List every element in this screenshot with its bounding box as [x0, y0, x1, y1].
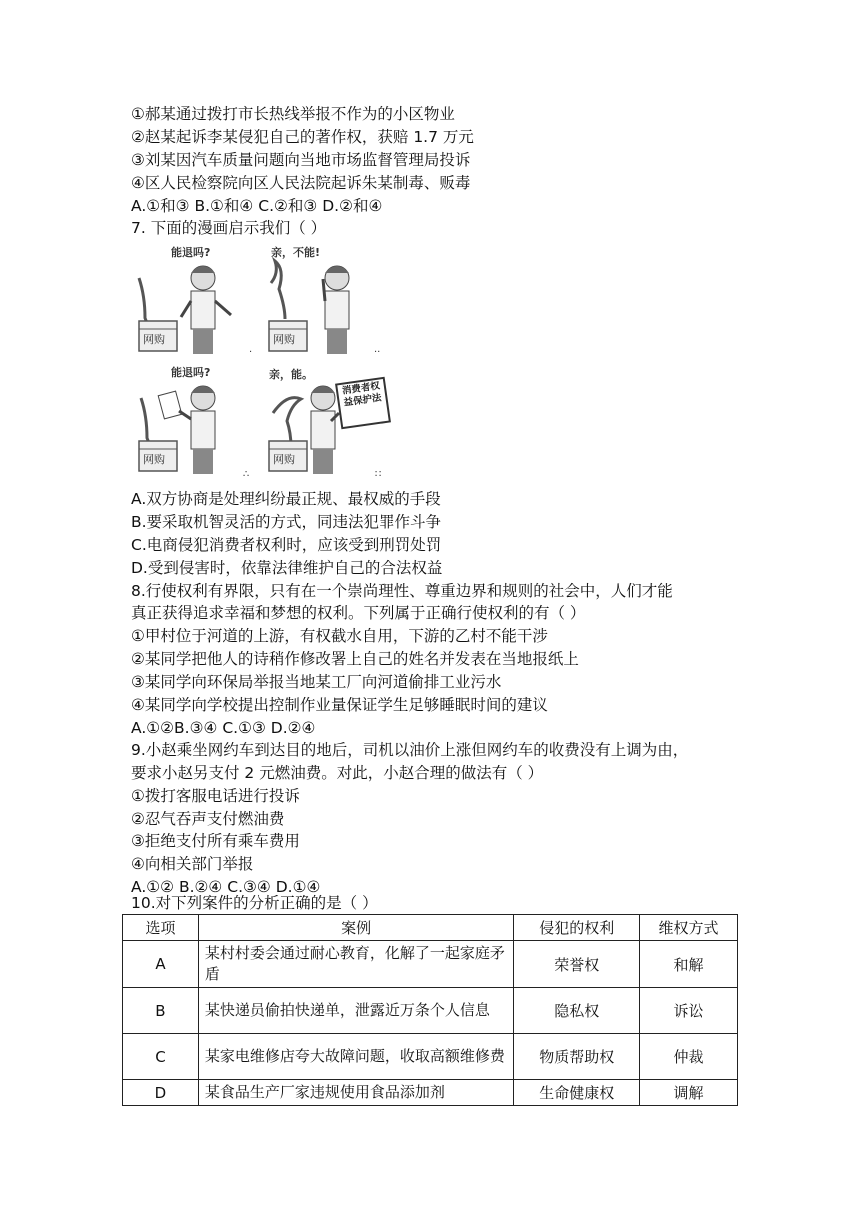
q6-option-3: ③刘某因汽车质量问题向当地市场监督管理局投诉 [131, 151, 471, 169]
cartoon-panel-2 [269, 245, 380, 358]
panel-1-screen-label: 网购 [143, 333, 165, 346]
table-header-row [123, 915, 738, 941]
q8-stem-line-1: 8.行使权利有界限，只有在一个崇尚理性、尊重边界和规则的社会中，人们才能 [131, 582, 673, 600]
row-case: 某快递员偷拍快递单，泄露近万条个人信息 [198, 988, 513, 1034]
panel-4-law-sign: 消费者权益保护法 [341, 380, 383, 409]
row-right: 荣誉权 [514, 941, 640, 988]
row-right: 物质帮助权 [514, 1034, 640, 1080]
q9-answers: A.①② B.②④ C.③④ D.①④ [131, 878, 321, 896]
q7-option-c: C.电商侵犯消费者权利时，应该受到刑罚处罚 [131, 536, 442, 554]
row-case: 某食品生产厂家违规使用食品添加剂 [198, 1080, 513, 1106]
panel-4-marker: ∷ [375, 469, 382, 480]
row-option: B [123, 988, 199, 1034]
table-row [123, 941, 738, 988]
row-method: 和解 [640, 941, 738, 988]
row-right: 隐私权 [514, 988, 640, 1034]
q8-option-1: ①甲村位于河道的上游，有权截水自用，下游的乙村不能干涉 [131, 627, 548, 645]
q7-option-a: A.双方协商是处理纠纷最正规、最权威的手段 [131, 490, 441, 508]
q8-option-4: ④某同学向学校提出控制作业量保证学生足够睡眠时间的建议 [131, 696, 548, 714]
q6-answers: A.①和③ B.①和④ C.②和③ D.②和④ [131, 197, 383, 215]
header-right: 侵犯的权利 [514, 915, 640, 941]
q9-stem-line-2: 要求小赵另支付 2 元燃油费。对此，小赵合理的做法有（ ） [131, 764, 544, 782]
header-option: 选项 [123, 915, 199, 941]
q8-option-2: ②某同学把他人的诗稍作修改署上自己的姓名并发表在当地报纸上 [131, 650, 579, 668]
table-row [123, 988, 738, 1034]
table-row [123, 1034, 738, 1080]
header-case: 案例 [198, 915, 513, 941]
panel-3-bubble: 能退吗? [171, 366, 211, 379]
q8-option-3: ③某同学向环保局举报当地某工厂向河道偷排工业污水 [131, 673, 502, 691]
q6-option-1: ①郝某通过拨打市长热线举报不作为的小区物业 [131, 105, 455, 123]
cartoon-panel-1 [139, 245, 252, 358]
row-option: D [123, 1080, 199, 1106]
panel-2-marker: ·· [374, 347, 381, 358]
panel-2-bubble: 亲，不能! [271, 246, 321, 259]
row-option: C [123, 1034, 199, 1080]
row-method: 仲裁 [640, 1034, 738, 1080]
row-right: 生命健康权 [514, 1080, 640, 1106]
row-method: 诉讼 [640, 988, 738, 1034]
panel-3-screen-label: 网购 [143, 453, 165, 466]
cartoon-panel-3 [139, 365, 249, 480]
q9-option-2: ②忍气吞声支付燃油费 [131, 810, 285, 828]
panel-1-marker: · [249, 347, 253, 358]
q9-stem-line-1: 9.小赵乘坐网约车到达目的地后，司机以油价上涨但网约车的收费没有上调为由， [131, 741, 689, 759]
cartoon-panel-4 [269, 367, 390, 480]
row-case: 某家电维修店夸大故障问题，收取高额维修费 [198, 1034, 513, 1080]
q8-stem-line-2: 真正获得追求幸福和梦想的权利。下列属于正确行使权利的有（ ） [131, 604, 586, 622]
q7-option-b: B.要采取机智灵活的方式，同违法犯罪作斗争 [131, 513, 442, 531]
table-row [123, 1080, 738, 1106]
consumer-rights-cartoon [131, 243, 391, 481]
panel-4-screen-label: 网购 [273, 453, 295, 466]
q9-option-3: ③拒绝支付所有乘车费用 [131, 832, 300, 850]
q10-case-table [122, 914, 738, 1106]
q6-option-4: ④区人民检察院向区人民法院起诉朱某制毒、贩毒 [131, 174, 471, 192]
q9-option-1: ①拨打客服电话进行投诉 [131, 787, 300, 805]
q9-option-4: ④向相关部门举报 [131, 855, 254, 873]
header-method: 维权方式 [640, 915, 738, 941]
q8-answers: A.①②B.③④ C.①③ D.②④ [131, 719, 316, 737]
q6-option-2: ②赵某起诉李某侵犯自己的著作权，获赔 1.7 万元 [131, 128, 474, 146]
q7-option-d: D.受到侵害时，依靠法律维护自己的合法权益 [131, 559, 443, 577]
panel-2-screen-label: 网购 [273, 333, 295, 346]
panel-3-marker: ∴ [243, 469, 250, 480]
q10-stem: 10.对下列案件的分析正确的是（ ） [131, 894, 378, 912]
panel-4-bubble: 亲，能。 [269, 368, 313, 381]
row-case: 某村村委会通过耐心教育，化解了一起家庭矛盾 [198, 941, 513, 988]
row-method: 调解 [640, 1080, 738, 1106]
row-option: A [123, 941, 199, 988]
panel-1-bubble: 能退吗? [171, 246, 211, 259]
q7-stem: 7. 下面的漫画启示我们（ ） [131, 219, 327, 237]
